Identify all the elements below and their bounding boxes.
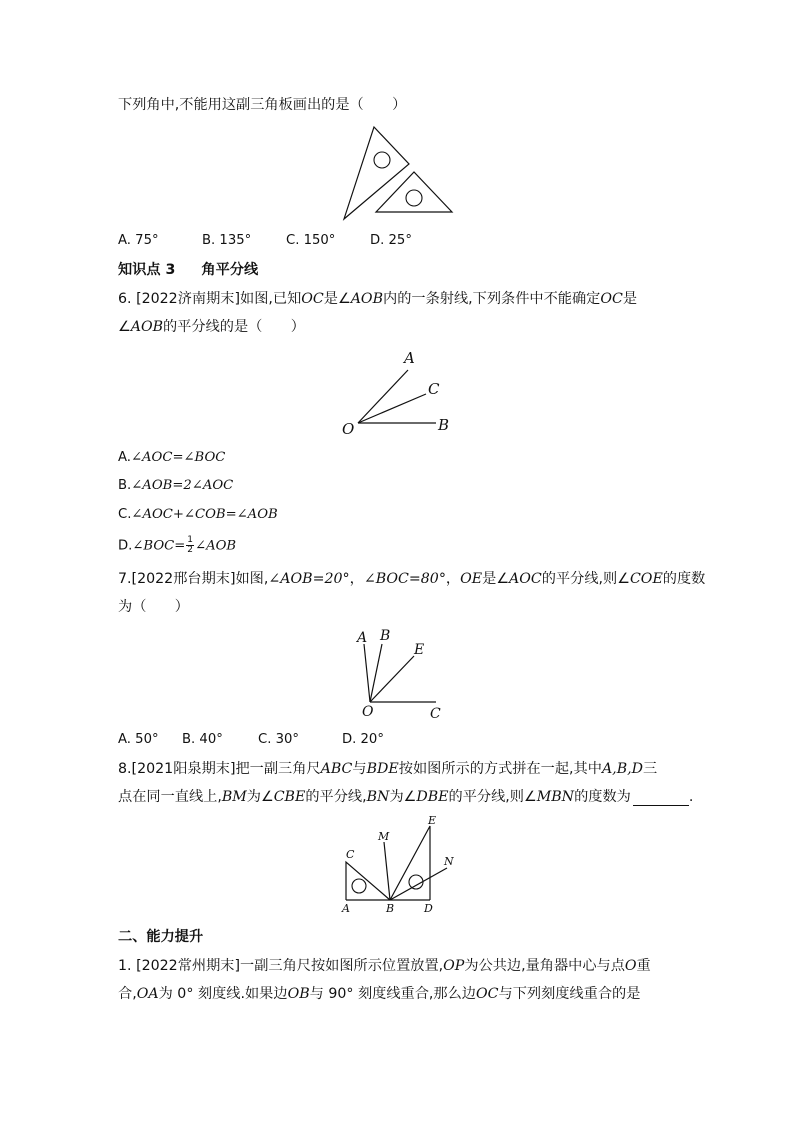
option-expression: ∠AOB bbox=[195, 538, 237, 554]
question-source: [2022常州期末] bbox=[136, 958, 240, 974]
angle-aoc: AOC bbox=[509, 571, 542, 587]
option-expression: ∠AOB=2∠AOC bbox=[131, 478, 234, 493]
ray-oc: OC bbox=[301, 291, 324, 307]
stem-text: 为∠ bbox=[246, 789, 274, 805]
q7-option-a: A. 50° bbox=[118, 732, 159, 747]
stem-text: 点在同一直线上, bbox=[118, 789, 222, 805]
edge-oa: OA bbox=[136, 986, 159, 1002]
section-label: 知识点 3 bbox=[118, 262, 176, 278]
question-number: 6. bbox=[118, 291, 132, 307]
angle-coe: COE bbox=[629, 571, 663, 587]
triangle-abc-shape bbox=[346, 862, 390, 900]
angle-dbe: DBE bbox=[416, 789, 449, 805]
label-c: C bbox=[430, 706, 441, 720]
stem-text: 为 0° 刻度线.如果边 bbox=[158, 986, 288, 1002]
stem-text: 的平分线, bbox=[305, 789, 367, 805]
fraction-one-half bbox=[186, 536, 194, 555]
points-abd: A,B,D bbox=[601, 761, 644, 777]
label-o: O bbox=[362, 704, 374, 720]
option-expression: ∠AOC=∠BOC bbox=[130, 450, 226, 465]
angle-boc-value: ∠BOC=80° bbox=[363, 571, 446, 587]
ray-oe bbox=[370, 656, 414, 702]
q7-option-d: D. 20° bbox=[342, 732, 384, 747]
label-b: B bbox=[386, 902, 395, 915]
angle-symbol: ∠ bbox=[118, 319, 131, 335]
question-source: [2022济南期末] bbox=[136, 291, 240, 307]
point-o: O bbox=[624, 958, 637, 974]
q7-stem-line2: 为（ ） bbox=[118, 599, 189, 615]
question-source: [2021阳泉期末] bbox=[131, 761, 236, 777]
ruler-30-60 bbox=[344, 127, 409, 219]
label-a: A bbox=[342, 902, 350, 915]
stem-text: 与 90° 刻度线重合,那么边 bbox=[309, 986, 476, 1002]
question-number: 1. bbox=[118, 958, 132, 974]
edge-op: OP bbox=[443, 958, 465, 974]
stem-text: 的平分线,则∠ bbox=[541, 571, 630, 587]
q6-option-a bbox=[118, 449, 225, 467]
label-o: O bbox=[342, 420, 355, 438]
q5-option-d: D. 25° bbox=[370, 233, 412, 248]
p1-stem-line2 bbox=[118, 985, 640, 1003]
separator: ， bbox=[349, 571, 364, 587]
q6-angle-figure bbox=[338, 346, 458, 438]
stem-text: 如图, bbox=[235, 571, 269, 587]
stem-text: 合, bbox=[118, 986, 137, 1002]
stem-text: 为∠ bbox=[389, 789, 417, 805]
label-d: D bbox=[424, 902, 433, 915]
triangle-rulers-figure bbox=[336, 122, 460, 222]
separator: ， bbox=[445, 571, 461, 587]
ray-oe: OE bbox=[460, 571, 483, 587]
option-letter: A. bbox=[118, 450, 131, 465]
q5-option-a: A. 75° bbox=[118, 233, 159, 248]
section-two-heading: 二、能力提升 bbox=[118, 929, 204, 945]
stem-text: 按如图所示的方式拼在一起,其中 bbox=[398, 761, 602, 777]
section-heading bbox=[118, 261, 258, 279]
stem-text: 内的一条射线,下列条件中不能确定 bbox=[383, 291, 601, 307]
question-number: 8. bbox=[118, 761, 132, 777]
stem-text: 的平分线,则∠ bbox=[448, 789, 537, 805]
label-e: E bbox=[428, 816, 437, 827]
fraction-numerator: 1 bbox=[187, 535, 194, 545]
angle-aob-value: ∠AOB=20° bbox=[268, 571, 350, 587]
stem-text: . bbox=[688, 789, 694, 805]
answer-blank[interactable] bbox=[633, 791, 689, 806]
label-e: E bbox=[414, 642, 425, 658]
triangle-abc: ABC bbox=[320, 761, 353, 777]
stem-text: 重 bbox=[636, 958, 651, 974]
angle-aob: AOB bbox=[350, 291, 383, 307]
label-a: A bbox=[357, 630, 368, 646]
angle-cbe: CBE bbox=[273, 789, 306, 805]
q7-option-b: B. 40° bbox=[182, 732, 223, 747]
question-source: [2022邢台期末] bbox=[131, 571, 236, 587]
ray-oc-line bbox=[358, 394, 426, 423]
label-c: C bbox=[346, 848, 355, 861]
question-number: 7. bbox=[118, 571, 132, 587]
option-letter: D. bbox=[118, 538, 133, 554]
q6-stem-line2 bbox=[118, 318, 305, 336]
stem-text: 是∠ bbox=[323, 291, 351, 307]
q6-option-c bbox=[118, 506, 278, 524]
stem-text: 的度数 bbox=[662, 571, 706, 587]
q6-stem-line1 bbox=[118, 290, 637, 308]
ray-ob bbox=[370, 644, 382, 702]
option-letter: C. bbox=[118, 507, 132, 522]
stem-text: 三 bbox=[643, 761, 658, 777]
option-expression: ∠AOC+∠COB=∠AOB bbox=[131, 507, 278, 522]
q5-option-b: B. 135° bbox=[202, 233, 252, 248]
ruler-hole bbox=[352, 879, 366, 893]
stem-text: 的平分线的是（ ） bbox=[163, 319, 305, 335]
label-b: B bbox=[380, 628, 391, 644]
stem-text: 与下列刻度线重合的是 bbox=[498, 986, 641, 1002]
stem-text: 把一副三角尺 bbox=[235, 761, 321, 777]
ray-oa bbox=[364, 644, 370, 702]
q5-option-c: C. 150° bbox=[286, 233, 336, 248]
ruler-hole bbox=[374, 152, 390, 168]
section-title: 角平分线 bbox=[201, 262, 259, 278]
q6-option-d bbox=[118, 536, 236, 556]
stem-text: 的度数为 bbox=[574, 789, 631, 805]
q8-stem-line2 bbox=[118, 788, 693, 806]
ray-bm: BM bbox=[221, 789, 247, 805]
label-n: N bbox=[444, 855, 454, 868]
ray-bn: BN bbox=[366, 789, 390, 805]
q6-option-b bbox=[118, 477, 233, 495]
option-letter: B. bbox=[118, 478, 132, 493]
stem-text: 是 bbox=[622, 291, 638, 307]
ray-bm-line bbox=[384, 842, 390, 900]
ray-oa bbox=[358, 370, 408, 423]
stem-text: 与 bbox=[352, 761, 367, 777]
edge-ob: OB bbox=[287, 986, 310, 1002]
label-c: C bbox=[428, 380, 440, 398]
q7-stem-line1 bbox=[118, 570, 705, 588]
ray-oc: OC bbox=[600, 291, 623, 307]
stem-text: 一副三角尺按如图所示位置放置, bbox=[240, 958, 444, 974]
q7-option-c: C. 30° bbox=[258, 732, 299, 747]
triangle-bde: BDE bbox=[366, 761, 399, 777]
fraction-denominator: 2 bbox=[187, 545, 194, 555]
q8-stem-line1 bbox=[118, 760, 657, 778]
angle-aob: AOB bbox=[130, 319, 164, 335]
q7-angle-figure bbox=[350, 624, 450, 720]
ruler-hole bbox=[406, 190, 422, 206]
label-a: A bbox=[404, 349, 415, 367]
p1-stem-line1 bbox=[118, 957, 651, 975]
q8-triangle-rulers-figure bbox=[334, 816, 464, 916]
stem-text: 为公共边,量角器中心与点 bbox=[464, 958, 625, 974]
edge-oc: OC bbox=[476, 986, 499, 1002]
option-expression: ∠BOC= bbox=[132, 538, 186, 554]
q5-stem: 下列角中,不能用这副三角板画出的是（ ） bbox=[118, 97, 407, 113]
label-b: B bbox=[438, 416, 450, 434]
angle-mbn: MBN bbox=[536, 789, 575, 805]
stem-text: 是∠ bbox=[482, 571, 510, 587]
label-m: M bbox=[378, 830, 390, 843]
stem-text: 如图,已知 bbox=[240, 291, 302, 307]
